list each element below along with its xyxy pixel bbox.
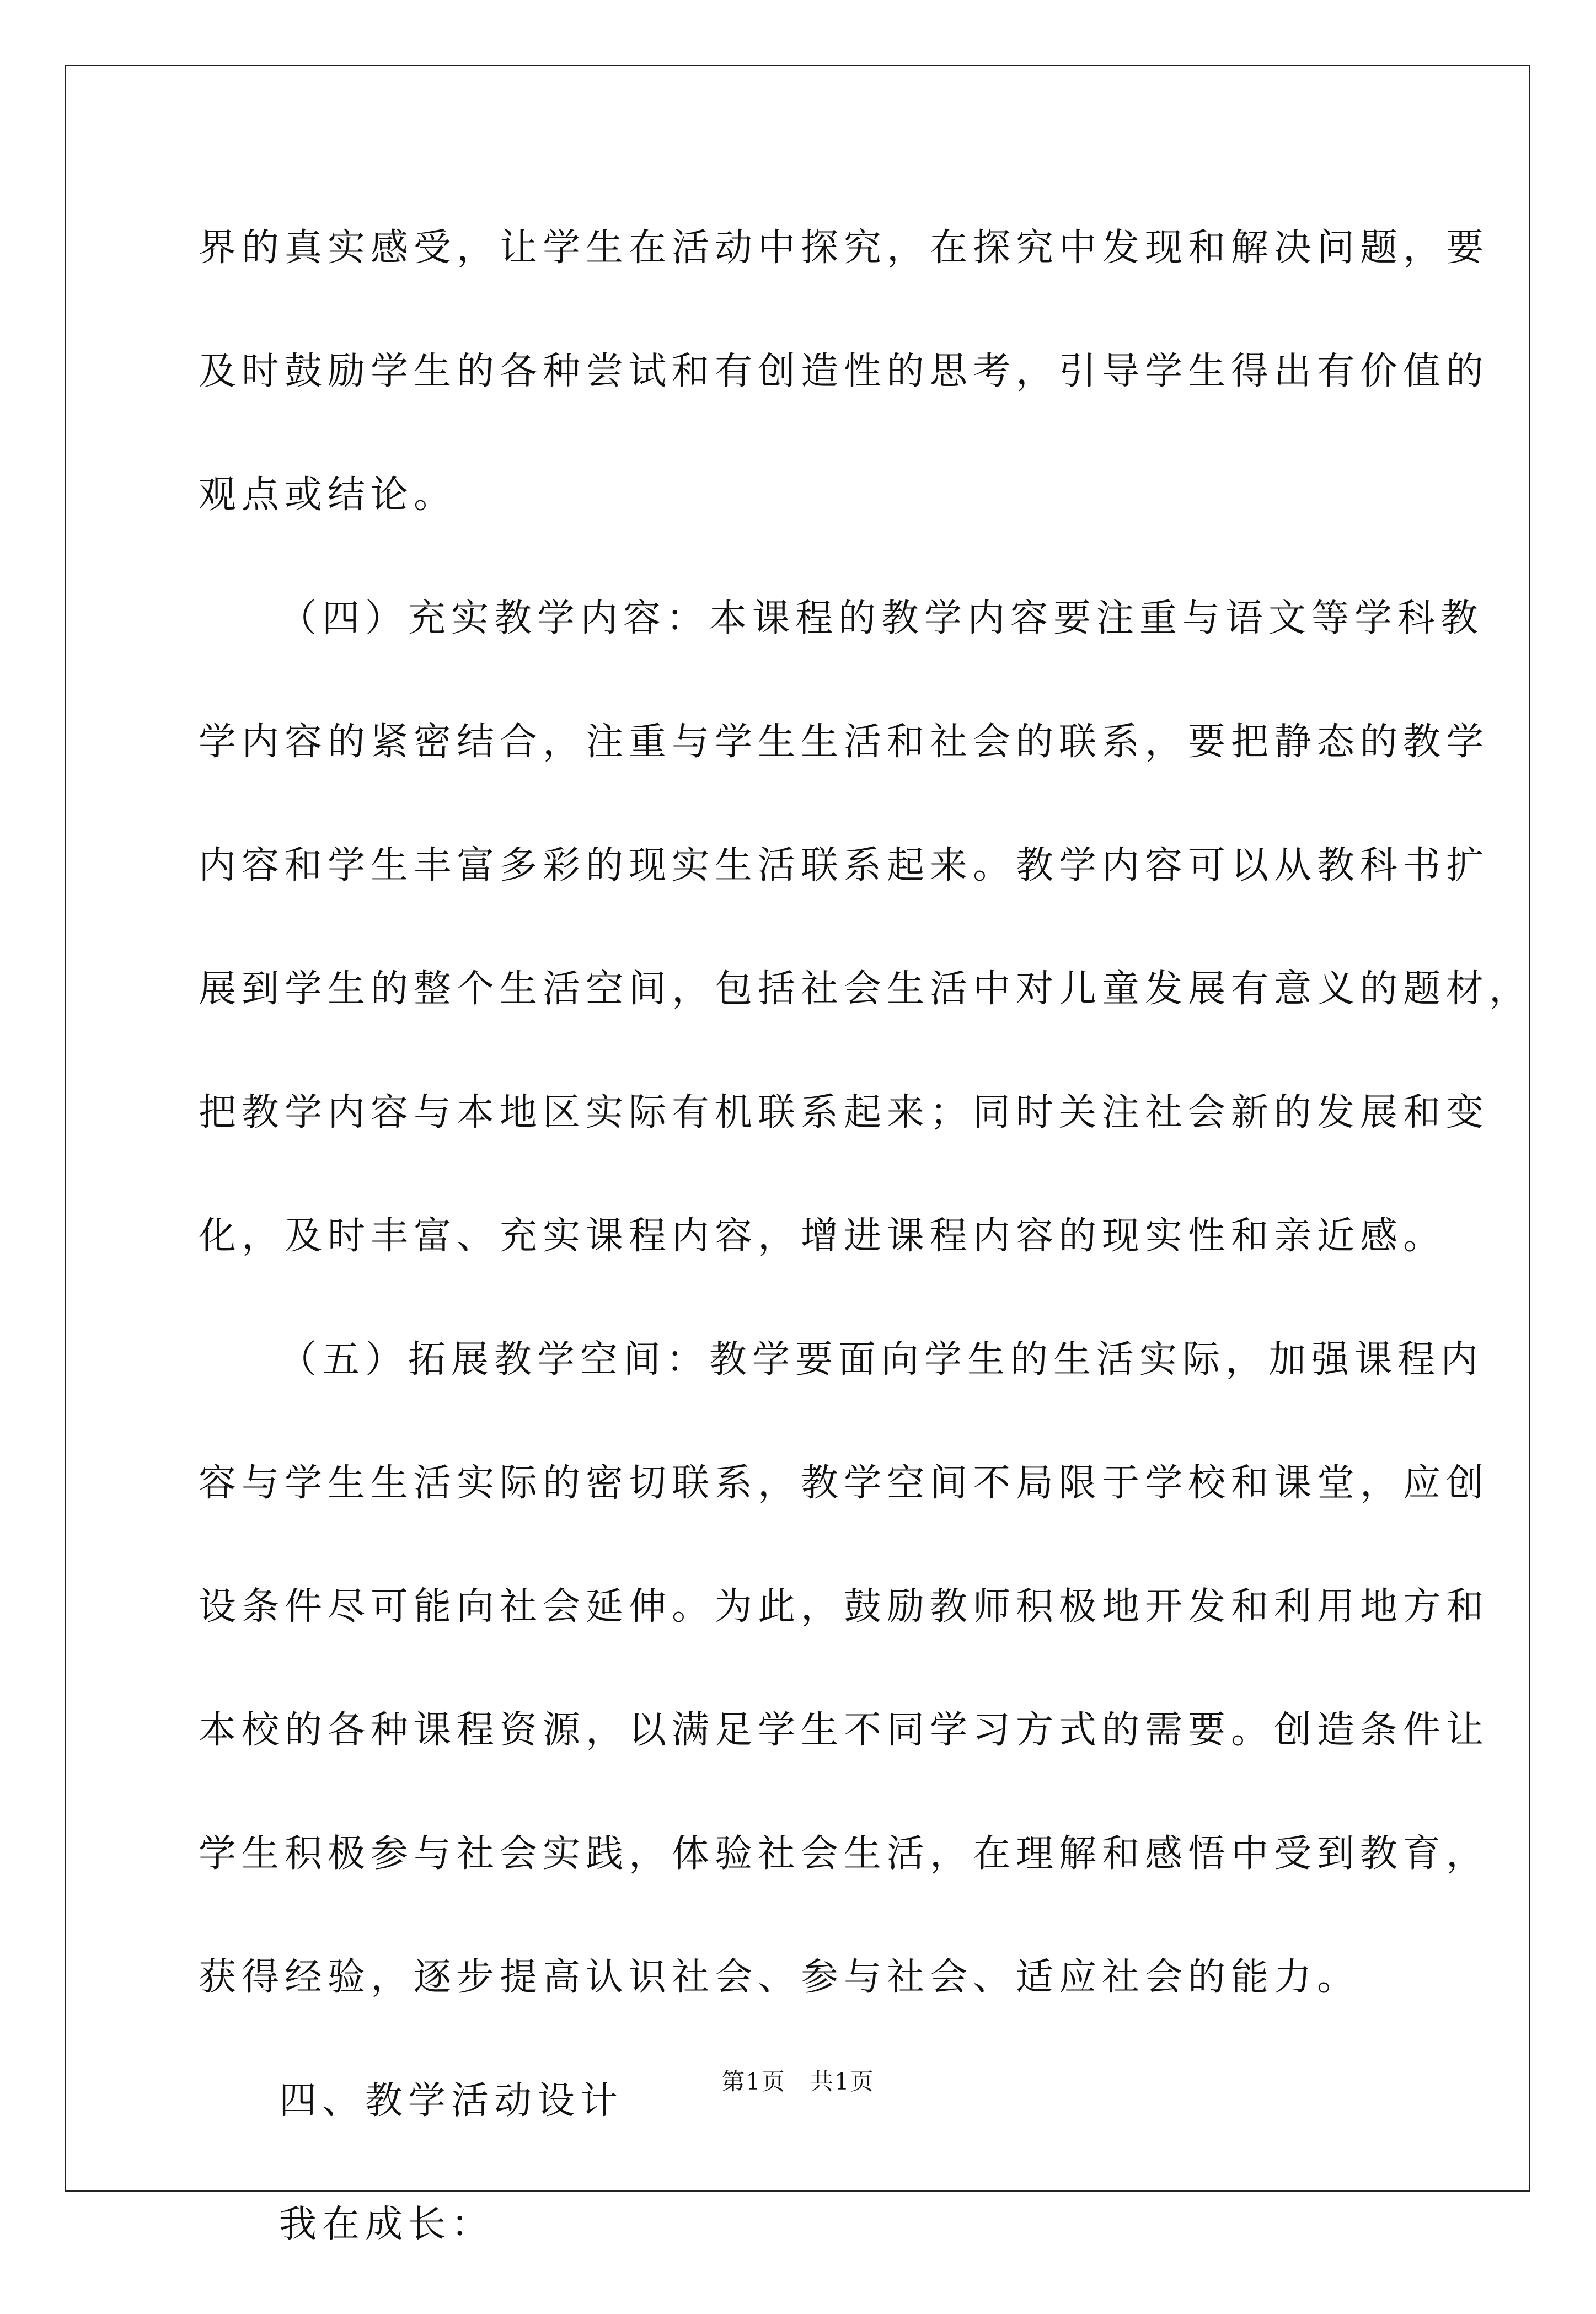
subheading: 我在成长： (279, 2203, 495, 2246)
text-line: 获得经验，逐步提高认识社会、参与社会、适应社会的能力。 (199, 1956, 1361, 1999)
text-line: 学生积极参与社会实践，体验社会生活，在理解和感悟中受到教育， (199, 1832, 1490, 1876)
text-line: 设条件尽可能向社会延伸。为此，鼓励教师积极地开发和利用地方和 (199, 1585, 1490, 1629)
document-body (199, 214, 1533, 2314)
text-line: 容与学生生活实际的密切联系，教学空间不局限于学校和课堂，应创 (199, 1461, 1490, 1505)
text-line: 展到学生的整个生活空间，包括社会生活中对儿童发展有意义的题材， (199, 967, 1533, 1011)
text-line: 本校的各种课程资源，以满足学生不同学习方式的需要。创造条件让 (199, 1708, 1490, 1752)
text-line: 界的真实感受，让学生在活动中探究，在探究中发现和解决问题，要 (199, 226, 1490, 270)
text-line: 观点或结论。 (199, 473, 457, 517)
text-line: 及时鼓励学生的各种尝试和有创造性的思考，引导学生得出有价值的 (199, 350, 1490, 393)
section-heading: 四、教学活动设计 (279, 2079, 624, 2123)
paragraph-start-line: （五）拓展教学空间：教学要面向学生的生活实际，加强课程内 (279, 1338, 1484, 1381)
text-line: 化，及时丰富、充实课程内容，增进课程内容的现实性和亲近感。 (199, 1214, 1447, 1258)
page-number-footer: 第1页 共1页 (721, 2068, 875, 2095)
text-line: 把教学内容与本地区实际有机联系起来；同时关注社会新的发展和变 (199, 1091, 1490, 1134)
paragraph-start-line: （四）充实教学内容：本课程的教学内容要注重与语文等学科教 (279, 597, 1484, 640)
text-line: 学内容的紧密结合，注重与学生生活和社会的联系，要把静态的教学 (199, 720, 1490, 764)
text-line: 内容和学生丰富多彩的现实生活联系起来。教学内容可以从教科书扩 (199, 844, 1490, 887)
